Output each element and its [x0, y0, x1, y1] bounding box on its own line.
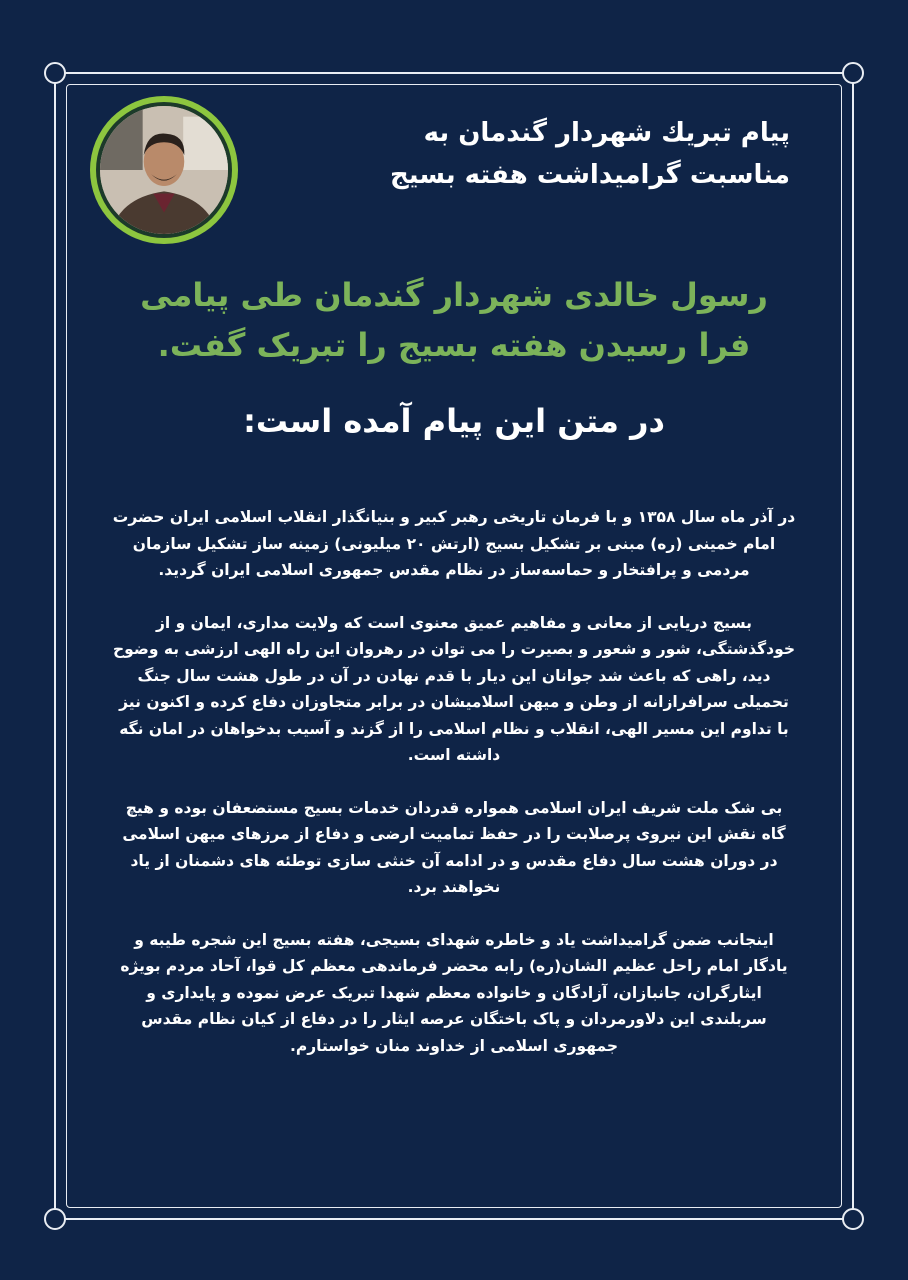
- frame-corner-ornament: [44, 62, 66, 84]
- lead-line: فرا رسیدن هفته بسیج را تبریک گفت.: [157, 326, 751, 364]
- title-line: مناسبت گرامیداشت هفته بسیج: [390, 160, 790, 190]
- avatar: [100, 106, 228, 234]
- frame-corner-ornament: [842, 62, 864, 84]
- message-intro: در متن این پیام آمده است:: [243, 402, 665, 440]
- frame-corner-ornament: [44, 1208, 66, 1230]
- mayor-portrait: [90, 96, 238, 244]
- title-line: پیام تبریك شهردار گندمان به: [423, 118, 790, 148]
- frame-corner-ornament: [842, 1208, 864, 1230]
- paragraph: در آذر ماه سال ۱۳۵۸ و با فرمان تاریخی رهبر کبیر و بنیانگذار انقلاب اسلامی ایران حضرت امام خمینی (ره) مبنی بر تشکیل بسیج (ارتش ۲۰ میلیونی) زمینه ساز تشکیل سازمان مردمی و پرافتخار و حماسه‌ساز در نظام مقدس جمهوری اسلامی ایران گردید.: [112, 508, 796, 579]
- page-title: [270, 112, 790, 196]
- lead-line: رسول خالدی شهردار گندمان طی پیامی: [140, 276, 768, 314]
- lead-headline: [70, 270, 838, 370]
- paragraph: بی شک ملت شریف ایران اسلامی همواره قدردان خدمات بسیج مستضعفان بوده و هیچ گاه نقش این نیروی پرصلابت را در حفظ تمامیت ارضی و دفاع از مرزهای میهن اسلامی در دوران هشت سال دفاع مقدس و در ادامه آن خنثی سازی توطئه های دشمنان از یاد نخواهند برد.: [122, 798, 786, 896]
- message-body: [112, 504, 796, 1085]
- paragraph: اینجانب ضمن گرامیداشت یاد و خاطره شهدای بسیجی، هفته بسیج این شجره طیبه و یادگار امام راحل عظیم الشان(ره) رابه محضر فرماندهی معظم کل قوا، آحاد مردم بویژه ایثارگران، جانبازان، آزادگان و خانواده معظم شهدا تبریک عرض نموده و پایداری و سربلندی این دلاورمردان و پاک باختگان عرصه ایثار را در دفاع از کیان نظام مقدس جمهوری اسلامی از خداوند منان خواستارم.: [120, 930, 788, 1055]
- person-photo-icon: [100, 106, 228, 234]
- paragraph: بسیج دریایی از معانی و مفاهیم عمیق معنوی است که ولایت مداری، ایمان و از خودگذشتگی، شور و شعور و بصیرت را می توان در رهروان این راه الهی ارزشی به وضوح دید، راهی که باعث شد جوانان این دیار با قدم نهادن در آن در طول هشت سال جنگ تحمیلی سرافرازانه از وطن و میهن اسلامیشان در برابر متجاوزان دفاع کرده و اکنون نیز با تداوم این مسیر الهی، انقلاب و نظام اسلامی را از گزند و آسیب بدخواهان در امان نگه داشته است.: [112, 613, 795, 764]
